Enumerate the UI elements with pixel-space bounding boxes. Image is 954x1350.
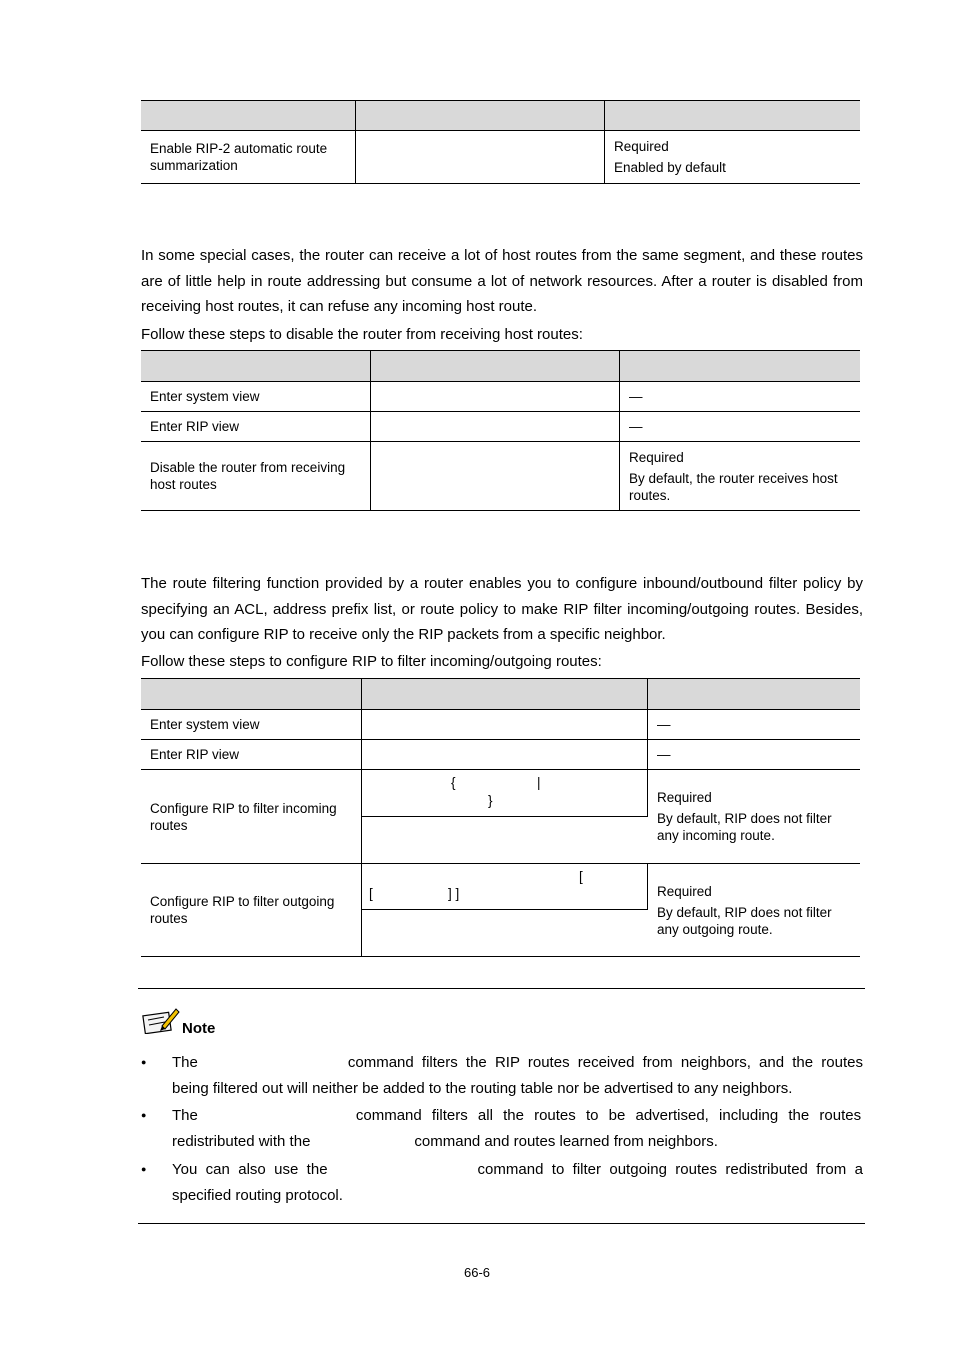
remark-line: By default, RIP does not filter any outgoing route. [657, 904, 832, 937]
host-routes-paragraph: In some special cases, the router can receive a lot of host routes from the same segment, and these routes are of little help in route addressing but consume a lot of network resources. After a router is disabled from receiving host routes, it can refuse any incoming host route. [141, 247, 863, 315]
remarks-cell [605, 131, 861, 184]
operation-cell: Configure RIP to filter outgoing routes [141, 864, 362, 957]
operation-cell: Enter RIP view [141, 740, 362, 770]
bullet-icon: ● [141, 1164, 147, 1174]
operation-cell: Enter system view [141, 710, 362, 740]
remarks-cell [620, 442, 861, 511]
remarks-cell [648, 864, 861, 957]
host-routes-intro: Follow these steps to disable the router from receiving host routes: [141, 326, 583, 343]
remarks-cell: — [620, 382, 861, 412]
header-cell-command [356, 101, 605, 131]
operation-text: Enable RIP-2 automatic route summarization [150, 141, 328, 173]
remark-line: By default, RIP does not filter any incoming route. [657, 811, 832, 843]
note-item-lead: The [172, 1107, 198, 1124]
command-token: ] ] [448, 886, 460, 901]
command-cell [362, 864, 648, 910]
command-token: } [488, 793, 493, 808]
table-row [141, 710, 860, 740]
page-number: 66-6 [463, 1265, 491, 1280]
header-cell-remarks [620, 351, 861, 382]
header-cell-remarks [648, 679, 861, 710]
table-row [141, 131, 860, 184]
operation-cell: Enter system view [141, 382, 371, 412]
header-cell-command [371, 351, 620, 382]
command-token: { [451, 775, 456, 790]
command-cell [371, 412, 620, 442]
header-cell-operation [141, 101, 356, 131]
route-filter-table [141, 678, 860, 957]
table-row [141, 412, 860, 442]
operation-cell: Disable the router from receiving host routes [141, 442, 371, 511]
note-item-lead: The [172, 1054, 198, 1071]
route-filter-intro: Follow these steps to configure RIP to filter incoming/outgoing routes: [141, 653, 602, 670]
remarks-cell: — [648, 710, 861, 740]
note-item-text: command to filter outgoing routes redistributed from a specified routing protocol. [172, 1161, 863, 1204]
command-cell [362, 817, 648, 864]
table-header-row [141, 101, 860, 131]
remark-line: Required [657, 883, 712, 899]
header-cell-operation [141, 351, 371, 382]
note-top-rule [138, 988, 865, 989]
command-cell [362, 770, 648, 817]
command-token: [ [369, 886, 373, 901]
command-token: | [537, 775, 541, 790]
note-pencil-icon [142, 1006, 180, 1034]
note-item [141, 1157, 863, 1208]
note-item [141, 1050, 863, 1101]
command-cell [362, 910, 648, 957]
table-header-row [141, 679, 860, 710]
bullet-icon: ● [141, 1110, 147, 1120]
note-title: Note [182, 1020, 216, 1037]
host-routes-table [141, 350, 860, 511]
remark-line: Enabled by default [614, 160, 726, 175]
table-row [141, 740, 860, 770]
remarks-cell [648, 770, 861, 864]
table-row [141, 442, 860, 511]
operation-cell: Enter RIP view [141, 412, 371, 442]
header-cell-operation [141, 679, 362, 710]
command-token: [ [579, 869, 583, 884]
note-item-text: command and routes learned from neighbors. [414, 1132, 718, 1150]
route-filter-paragraph: The route filtering function provided by a router enables you to configure inbound/outbound filter policy by specifying an ACL, address prefix list, or route policy to make RIP filter incoming/outgoing routes. Besides, you can configure RIP to receive only the RIP packets from a specific neighbor. [141, 575, 863, 643]
note-item-text: command filters all the routes to be advertised, including the routes [355, 1107, 862, 1124]
table-row [141, 770, 860, 817]
remarks-cell: — [620, 412, 861, 442]
bullet-icon: ● [141, 1057, 147, 1067]
operation-cell: Configure RIP to filter incoming routes [141, 770, 362, 864]
command-cell [356, 131, 605, 184]
remark-line: By default, the router receives host routes. [629, 470, 838, 503]
remark-line: Required [614, 139, 669, 154]
remarks-cell: — [648, 740, 861, 770]
header-cell-remarks [605, 101, 861, 131]
command-cell [371, 382, 620, 412]
command-cell [362, 740, 648, 770]
note-item-text: command filters the RIP routes received from neighbors, and the routes being filtered out will neither be added to the routing table nor be advertised to any neighbors. [172, 1054, 863, 1097]
note-bottom-rule [138, 1223, 865, 1224]
command-cell [371, 442, 620, 511]
remark-line: Required [657, 790, 712, 805]
table-row [141, 864, 860, 910]
remark-line: Required [629, 449, 684, 465]
header-cell-command [362, 679, 648, 710]
table-row [141, 382, 860, 412]
table-header-row [141, 351, 860, 382]
operation-cell [141, 131, 356, 184]
summarization-table [141, 100, 860, 184]
command-cell [362, 710, 648, 740]
note-item-text: redistributed with the [172, 1132, 311, 1150]
note-item [141, 1103, 863, 1154]
note-item-lead: You can also use the [172, 1161, 328, 1178]
